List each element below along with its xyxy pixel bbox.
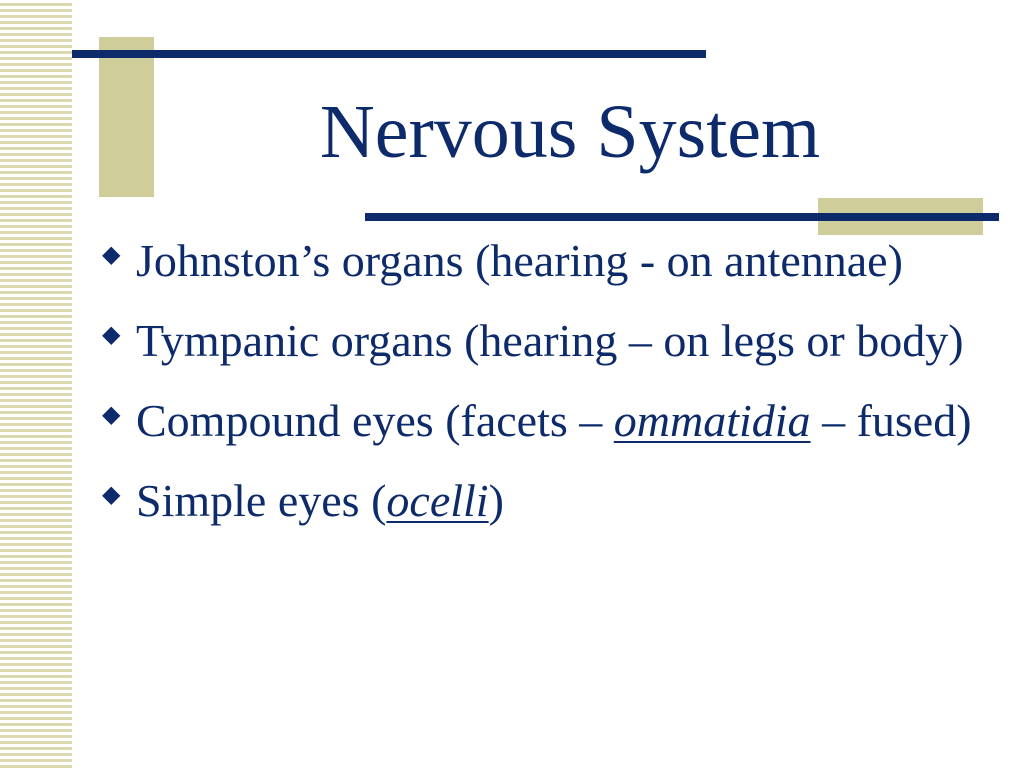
tan-accent-block-left	[99, 37, 154, 197]
diamond-bullet-icon: ◆	[102, 242, 121, 268]
bullet-item-tympanic-organs	[102, 306, 982, 375]
term-ommatidia: ommatidia	[613, 395, 811, 446]
bullet-text: Tympanic organs (hearing – on legs or body)	[136, 315, 964, 366]
bullet-text-post: )	[488, 475, 504, 526]
bullet-item-compound-eyes	[102, 386, 982, 455]
bullet-text-pre: Simple eyes (	[136, 475, 387, 526]
left-stripe-decoration	[0, 0, 72, 768]
diamond-bullet-icon: ◆	[102, 322, 121, 348]
slide-title: Nervous System	[319, 90, 821, 174]
bullet-text: Johnston’s organs (hearing - on antennae)	[136, 235, 903, 286]
diamond-bullet-icon: ◆	[102, 482, 121, 508]
bullet-item-johnstons-organs	[102, 226, 982, 295]
bullet-list	[102, 226, 982, 546]
term-ocelli: ocelli	[386, 475, 489, 526]
title-rule-bottom	[365, 213, 999, 221]
bullet-item-simple-eyes	[102, 466, 982, 535]
title-rule-top	[72, 50, 706, 58]
diamond-bullet-icon: ◆	[102, 402, 121, 428]
bullet-text-post: – fused)	[810, 395, 972, 446]
bullet-text-pre: Compound eyes (facets –	[136, 395, 614, 446]
